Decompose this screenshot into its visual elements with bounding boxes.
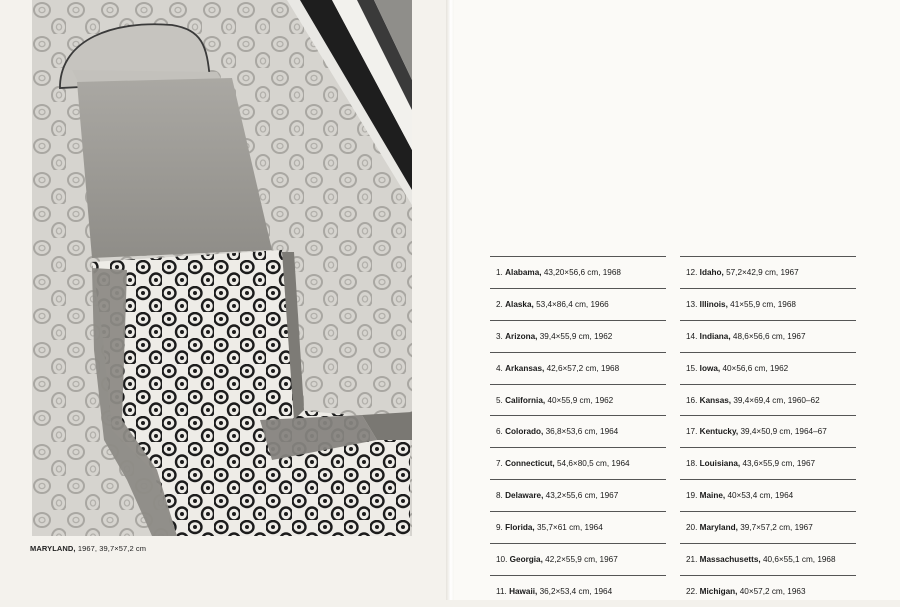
- list-item: 2. Alaska, 53,4×86,4 cm, 1966: [490, 288, 666, 320]
- list-item: 12. Idaho, 57,2×42,9 cm, 1967: [680, 256, 856, 288]
- list-item: 15. Iowa, 40×56,6 cm, 1962: [680, 352, 856, 384]
- list-item: 10. Georgia, 42,2×55,9 cm, 1967: [490, 543, 666, 575]
- list-item: 3. Arizona, 39,4×55,9 cm, 1962: [490, 320, 666, 352]
- list-item: 4. Arkansas, 42,6×57,2 cm, 1968: [490, 352, 666, 384]
- list-item: 18. Louisiana, 43,6×55,9 cm, 1967: [680, 447, 856, 479]
- list-item: 21. Massachusetts, 40,6×55,1 cm, 1968: [680, 543, 856, 575]
- list-item: 7. Connecticut, 54,6×80,5 cm, 1964: [490, 447, 666, 479]
- artwork-caption: [30, 544, 146, 553]
- list-item: 19. Maine, 40×53,4 cm, 1964: [680, 479, 856, 511]
- page-gutter: [446, 0, 454, 600]
- list-item: 13. Illinois, 41×55,9 cm, 1968: [680, 288, 856, 320]
- list-item: 22. Michigan, 40×57,2 cm, 1963: [680, 575, 856, 607]
- list-item: 17. Kentucky, 39,4×50,9 cm, 1964–67: [680, 415, 856, 447]
- list-item: 14. Indiana, 48,6×56,6 cm, 1967: [680, 320, 856, 352]
- list-item: 1. Alabama, 43,20×56,6 cm, 1968: [490, 256, 666, 288]
- list-item: 16. Kansas, 39,4×69,4 cm, 1960–62: [680, 384, 856, 416]
- artwork-image: [32, 0, 412, 536]
- list-item: 8. Delaware, 43,2×55,6 cm, 1967: [490, 479, 666, 511]
- list-item: 5. California, 40×55,9 cm, 1962: [490, 384, 666, 416]
- list-item: 9. Florida, 35,7×61 cm, 1964: [490, 511, 666, 543]
- artwork-list-column-2: [680, 256, 856, 607]
- artwork-svg: [32, 0, 412, 536]
- artwork-list-column-1: [490, 256, 666, 607]
- list-item: 6. Colorado, 36,8×53,6 cm, 1964: [490, 415, 666, 447]
- list-item: 20. Maryland, 39,7×57,2 cm, 1967: [680, 511, 856, 543]
- caption-title: MARYLAND,: [30, 544, 76, 553]
- caption-details: 1967, 39,7×57,2 cm: [77, 544, 147, 553]
- list-item: 11. Hawaii, 36,2×53,4 cm, 1964: [490, 575, 666, 607]
